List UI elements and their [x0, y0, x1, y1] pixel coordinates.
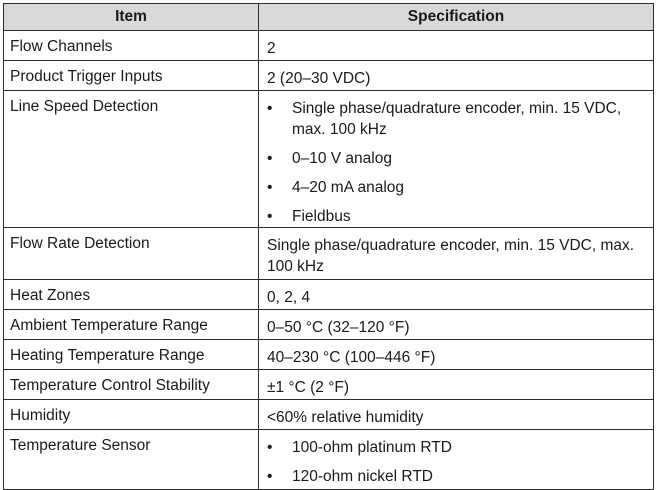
value-cell: 40–230 °C (100–446 °F) — [259, 340, 654, 370]
bullet-text: 100-ohm platinum RTD — [292, 439, 452, 456]
value-cell: 2 — [259, 31, 654, 61]
column-header-item: Item — [4, 4, 259, 31]
value-cell — [259, 91, 654, 228]
bullet-list — [267, 437, 645, 487]
item-cell: Heat Zones — [4, 280, 259, 310]
specification-table — [3, 3, 654, 490]
bullet-text: Fieldbus — [292, 208, 351, 225]
item-cell: Temperature Sensor — [4, 430, 259, 490]
bullet-text: Single phase/quadrature encoder, min. 15 VDC, max. 100 kHz — [292, 100, 622, 138]
item-cell: Humidity — [4, 400, 259, 430]
table-row — [4, 280, 654, 310]
column-header-specification: Specification — [259, 4, 654, 31]
value-cell: Single phase/quadrature encoder, min. 15 VDC, max. 100 kHz — [259, 228, 654, 280]
list-item — [267, 98, 645, 140]
table-row — [4, 370, 654, 400]
bullet-icon: • — [267, 100, 273, 117]
table-row — [4, 310, 654, 340]
item-cell: Flow Channels — [4, 31, 259, 61]
item-cell: Ambient Temperature Range — [4, 310, 259, 340]
value-cell: 2 (20–30 VDC) — [259, 61, 654, 91]
bullet-text: 0–10 V analog — [292, 150, 392, 167]
bullet-icon: • — [267, 208, 273, 225]
value-cell: 0, 2, 4 — [259, 280, 654, 310]
value-cell — [259, 430, 654, 490]
table-row — [4, 228, 654, 280]
item-cell: Product Trigger Inputs — [4, 61, 259, 91]
bullet-icon: • — [267, 468, 273, 485]
item-cell: Line Speed Detection — [4, 91, 259, 228]
list-item — [267, 148, 645, 169]
header-row — [4, 4, 654, 31]
bullet-text: 120-ohm nickel RTD — [292, 468, 433, 485]
bullet-icon: • — [267, 179, 273, 196]
bullet-icon: • — [267, 150, 273, 167]
table-row — [4, 340, 654, 370]
list-item — [267, 206, 645, 227]
list-item — [267, 437, 645, 458]
table-row — [4, 430, 654, 490]
item-cell: Flow Rate Detection — [4, 228, 259, 280]
bullet-list — [267, 98, 645, 227]
list-item — [267, 177, 645, 198]
bullet-text: 4–20 mA analog — [292, 179, 405, 196]
value-cell: ±1 °C (2 °F) — [259, 370, 654, 400]
item-cell: Heating Temperature Range — [4, 340, 259, 370]
table-row — [4, 400, 654, 430]
bullet-icon: • — [267, 439, 273, 456]
item-cell: Temperature Control Stability — [4, 370, 259, 400]
table-row — [4, 31, 654, 61]
list-item — [267, 466, 645, 487]
table-row — [4, 91, 654, 228]
value-cell: <60% relative humidity — [259, 400, 654, 430]
value-cell: 0–50 °C (32–120 °F) — [259, 310, 654, 340]
table-row — [4, 61, 654, 91]
